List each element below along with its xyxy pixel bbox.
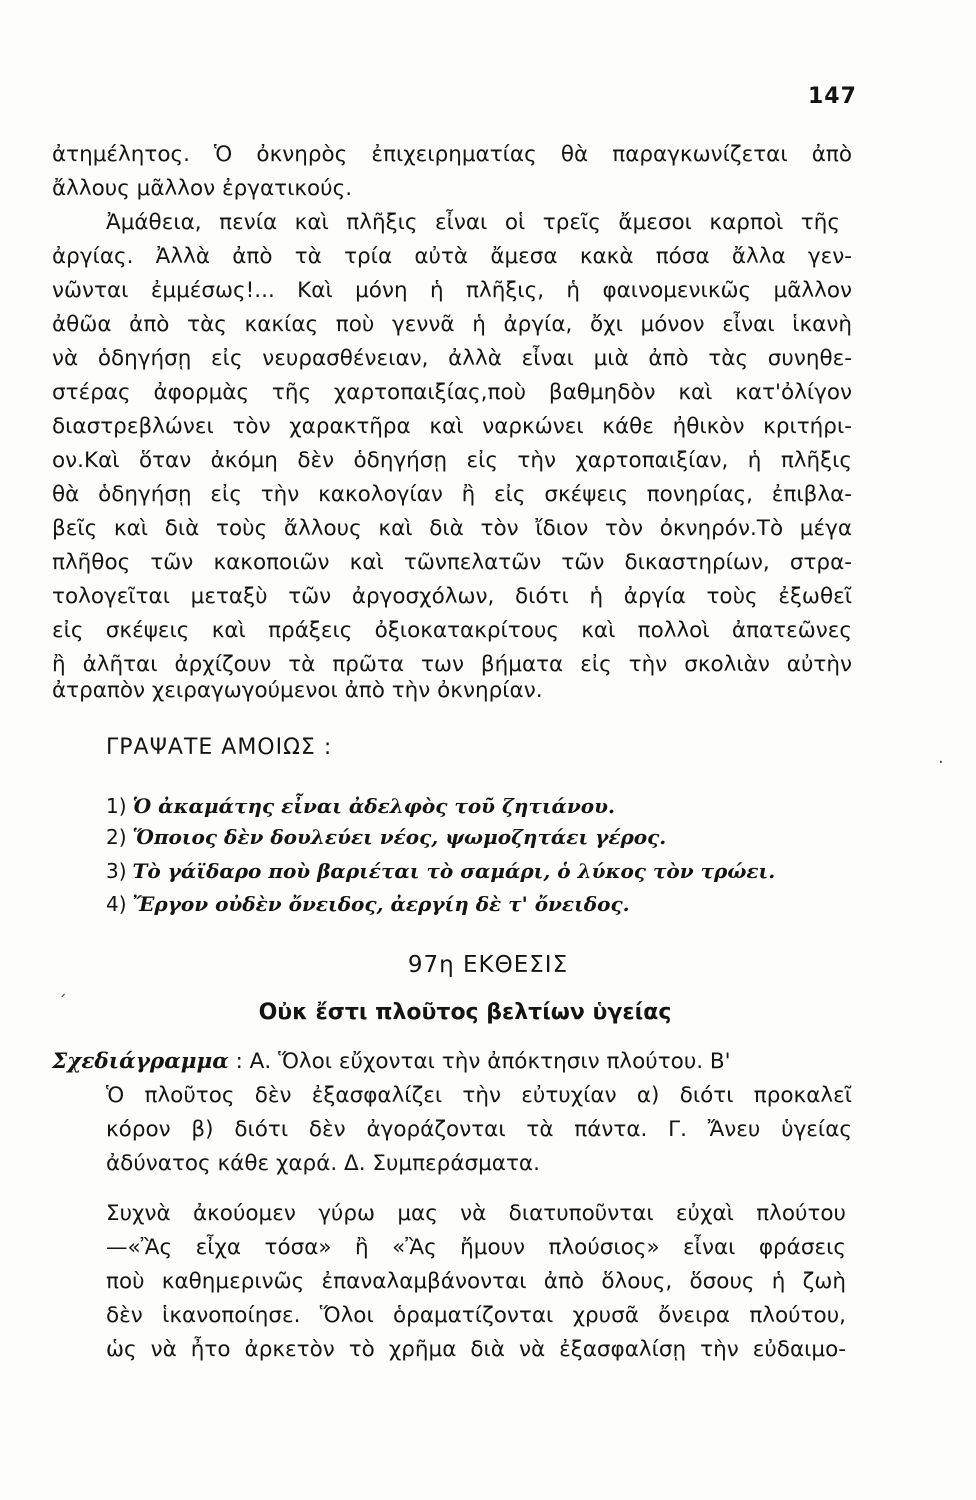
text-line: ἀτραπὸν χειραγωγούμενοι ἀπὸ τὴν ὀκνηρίαν. xyxy=(52,678,543,703)
proverb-item xyxy=(106,857,775,885)
outline-line: Ὁ πλοῦτος δὲν ἐξασφαλίζει τὴν εὐτυχίαν α) διότι προκαλεῖ xyxy=(106,1083,852,1108)
page-number: 147 xyxy=(808,84,857,109)
text-line: ἢ ἀλῆται ἀρχίζουν τὰ πρῶτα των βήματα εἰς τὴν σκολιὰν αὐτὴν xyxy=(52,652,852,677)
scan-mark: · xyxy=(938,752,944,773)
text-line: νὰ ὁδηγήσῃ εἰς νευρασθένειαν, ἀλλὰ εἶναι μιὰ ἀπὸ τὰς συνηθε- xyxy=(52,346,852,371)
outline-label: Σχεδιάγραμμα xyxy=(52,1049,229,1074)
proverb-number: 3) xyxy=(106,859,127,883)
text-line: βεῖς καὶ διὰ τοὺς ἄλλους καὶ διὰ τὸν ἴδιον τὸν ὀκνηρόν.Τὸ μέγα xyxy=(52,516,852,541)
proverb-text: Ὁ ἀκαμάτης εἶναι ἀδελφὸς τοῦ ζητιάνου. xyxy=(132,794,615,818)
exercise-heading: ΓΡΑΨΑΤΕ ΑΜΟΙΩΣ : xyxy=(106,735,333,760)
proverb-item xyxy=(106,792,615,820)
text-line: ἀργίας. Ἀλλὰ ἀπὸ τὰ τρία αὐτὰ ἄμεσα κακὰ πόσα ἄλλα γεν- xyxy=(52,244,852,269)
text-line: πλῆθος τῶν κακοποιῶν καὶ τῶνπελατῶν τῶν δικαστηρίων, στρα- xyxy=(52,550,852,575)
text-line: τολογεῖται μεταξὺ τῶν ἀργοσχόλων, διότι ἡ ἀργία τοὺς ἐξωθεῖ xyxy=(52,584,852,609)
proverb-number: 2) xyxy=(106,825,127,849)
scan-mark: ´ xyxy=(58,992,67,1013)
text-line: νῶνται ἐμμέσως!... Καὶ μόνη ἡ πλῆξις, ἡ φαινομενικῶς μᾶλλον xyxy=(52,278,852,303)
text-line: ἀθῶα ἀπὸ τὰς κακίας ποὺ γεννᾶ ἡ ἀργία, ὄχι μόνον εἶναι ἱκανὴ xyxy=(52,312,852,337)
text-line: δὲν ἱκανοποίησε. Ὅλοι ὁραματίζονται χρυσᾶ ὄνειρα πλούτου, xyxy=(106,1303,846,1328)
text-line: —«Ἂς εἶχα τόσα» ἢ «Ἂς ἤμουν πλούσιος» εἶναι φράσεις xyxy=(106,1235,846,1260)
outline-first-line xyxy=(52,1048,852,1076)
proverb-number: 4) xyxy=(106,892,127,916)
text-line: ποὺ καθημερινῶς ἐπαναλαμβάνονται ἀπὸ ὅλους, ὅσους ἡ ζωὴ xyxy=(106,1269,846,1294)
outline-text: : Α. Ὅλοι εὔχονται τὴν ἀπόκτησιν πλούτου. Β' xyxy=(235,1049,731,1074)
essay-title: Οὐκ ἔστι πλοῦτος βελτίων ὑγείας xyxy=(258,1000,672,1025)
text-line: εἰς σκέψεις καὶ πράξεις ὀξιοκατακρίτους καὶ πολλοὶ ἀπατεῶνες xyxy=(52,618,852,643)
text-line: ον.Καὶ ὅταν ἀκόμη δὲν ὁδηγήσῃ εἰς τὴν χαρτοπαιξίαν, ἡ πλῆξις xyxy=(52,448,852,473)
text-line: Ἀμάθεια, πενία καὶ πλῆξις εἶναι οἱ τρεῖς ἄμεσοι καρποὶ τῆς xyxy=(106,210,840,235)
proverb-item xyxy=(106,823,666,851)
outline-line: ἀδύνατος κάθε χαρά. Δ. Συμπεράσματα. xyxy=(106,1151,540,1176)
text-line: ἀτημέλητος. Ὁ ὀκνηρὸς ἐπιχειρηματίας θὰ παραγκωνίζεται ἀπὸ xyxy=(52,142,852,167)
essay-number: 97η ΕΚΘΕΣΙΣ xyxy=(407,952,569,978)
proverb-text: Ἔργον οὐδὲν ὄνειδος, ἀεργίη δὲ τ' ὄνειδος. xyxy=(132,892,630,916)
proverb-number: 1) xyxy=(106,794,127,818)
outline-line: κόρον β) διότι δὲν ἀγοράζονται τὰ πάντα. Γ. Ἄνευ ὑγείας xyxy=(106,1117,852,1142)
text-line: ἄλλους μᾶλλον ἐργατικούς. xyxy=(52,176,353,201)
text-line: Συχνὰ ἀκούομεν γύρω μας νὰ διατυποῦνται εὐχαὶ πλούτου xyxy=(106,1201,846,1226)
text-line: στέρας ἀφορμὰς τῆς χαρτοπαιξίας,ποὺ βαθμηδὸν καὶ κατ'ὀλίγον xyxy=(52,380,852,405)
text-line: διαστρεβλώνει τὸν χαρακτῆρα καὶ ναρκώνει κάθε ἠθικὸν κριτήρι- xyxy=(52,414,852,439)
proverb-text: Ὅποιος δὲν δουλεύει νέος, ψωμοζητάει γέρος. xyxy=(132,825,667,849)
proverb-item xyxy=(106,890,630,918)
text-line: θὰ ὁδηγήσῃ εἰς τὴν κακολογίαν ἢ εἰς σκέψεις πονηρίας, ἐπιβλα- xyxy=(52,482,852,507)
text-line: ὡς νὰ ἦτο ἀρκετὸν τὸ χρῆμα διὰ νὰ ἐξασφαλίσῃ τὴν εὐδαιμο- xyxy=(106,1337,846,1362)
proverb-text: Τὸ γάϊδαρο ποὺ βαριέται τὸ σαμάρι, ὁ λύκος τὸν τρώει. xyxy=(132,859,776,883)
